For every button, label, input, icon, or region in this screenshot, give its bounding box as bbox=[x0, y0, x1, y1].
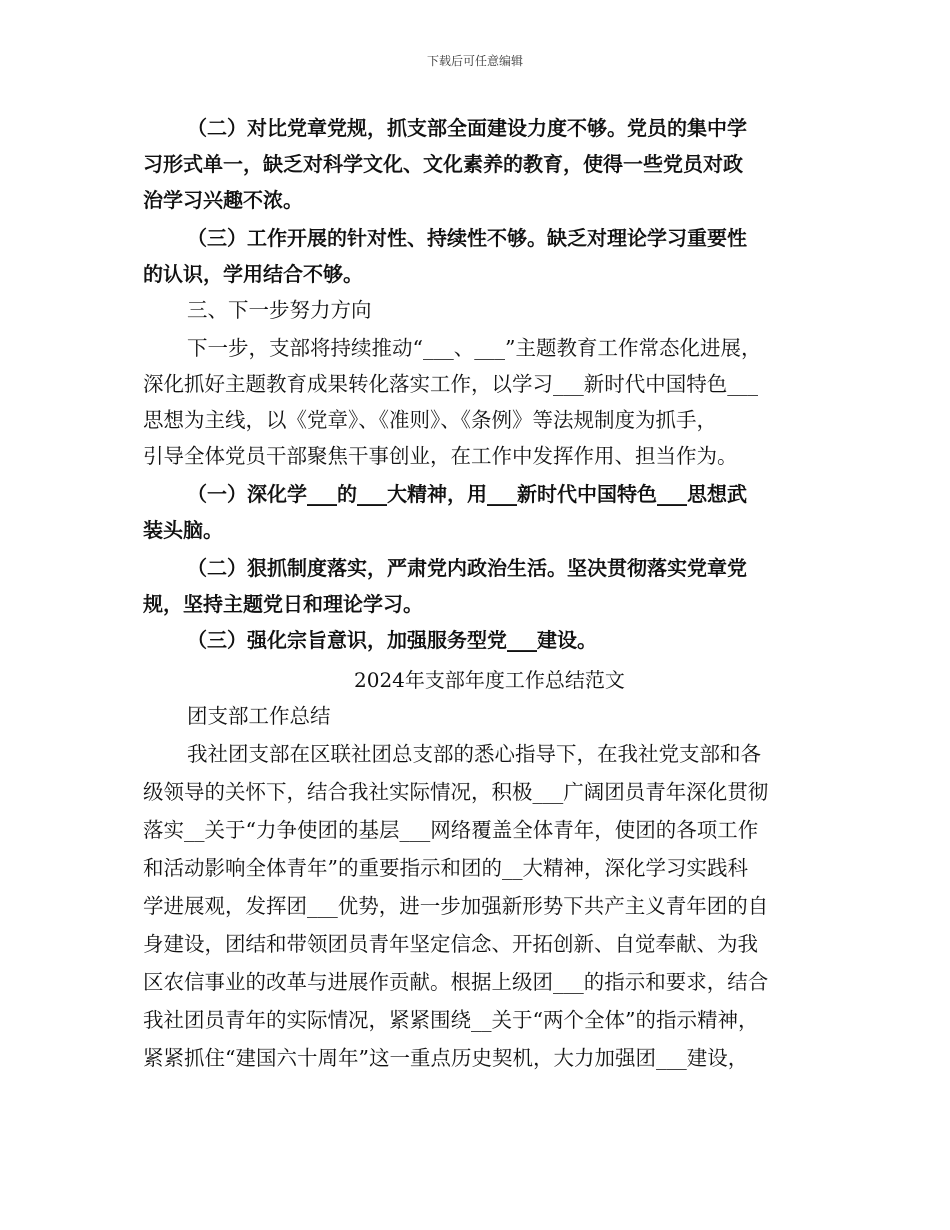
paragraph-line: 的认识，学用结合不够。 bbox=[143, 262, 363, 286]
document-title: 2024年支部年度工作总结范文 bbox=[354, 668, 625, 692]
paragraph-line: 我社团员青年的实际情况，紧紧围绕__关于“两个全体”的指示精神， bbox=[143, 1008, 759, 1032]
paragraph-line: 思想为主线，以《党章》、《准则》、《条例》等法规制度为抓手， bbox=[143, 408, 717, 432]
paragraph-line: 我社团支部在区联社团总支部的悉心指导下，在我社党支部和各 bbox=[187, 742, 761, 766]
paragraph-line: 区农信事业的改革与进展作贡献。根据上级团___的指示和要求，结合 bbox=[143, 970, 769, 994]
paragraph-line: 下一步，支部将持续推动“___、___”主题教育工作常态化进展， bbox=[187, 336, 762, 360]
paragraph-line: 落实__关于“力争使团的基层___网络覆盖全体青年，使团的各项工作 bbox=[143, 818, 759, 842]
paragraph-line: 习形式单一，缺乏对科学文化、文化素养的教育，使得一些党员对政 bbox=[143, 152, 743, 176]
header-note: 下载后可任意编辑 bbox=[426, 54, 523, 68]
paragraph-line: （一）深化学___的___大精神，用___新时代中国特色___思想武 bbox=[187, 482, 747, 506]
paragraph-line: （三）强化宗旨意识，加强服务型党___建设。 bbox=[187, 628, 597, 652]
paragraph-line: 规，坚持主题党日和理论学习。 bbox=[143, 592, 423, 616]
paragraph-line: 身建设，团结和带领团员青年坚定信念、开拓创新、自觉奉献、为我 bbox=[143, 932, 758, 956]
paragraph-line: 装头脑。 bbox=[143, 518, 223, 542]
paragraph-line: 引导全体党员干部聚焦干事创业，在工作中发挥作用、担当作为。 bbox=[143, 444, 738, 468]
paragraph-line: 治学习兴趣不浓。 bbox=[143, 188, 303, 212]
paragraph-line: （三）工作开展的针对性、持续性不够。缺乏对理论学习重要性 bbox=[187, 226, 747, 250]
paragraph-line: 学进展观，发挥团___优势，进一步加强新形势下共产主义青年团的自 bbox=[143, 894, 769, 918]
paragraph-line: 和活动影响全体青年”的重要指示和团的__大精神，深化学习实践科 bbox=[143, 856, 748, 880]
subtitle: 团支部工作总结 bbox=[187, 704, 331, 728]
paragraph-line: 深化抓好主题教育成果转化落实工作，以学习___新时代中国特色___ bbox=[143, 372, 758, 396]
paragraph-line: 紧紧抓住“建国六十周年”这一重点历史契机，大力加强团___建设， bbox=[143, 1046, 749, 1070]
paragraph-line: （二）对比党章党规，抓支部全面建设力度不够。党员的集中学 bbox=[187, 116, 747, 140]
paragraph-line: （二）狠抓制度落实，严肃党内政治生活。坚决贯彻落实党章党 bbox=[187, 556, 747, 580]
section-heading: 三、下一步努力方向 bbox=[187, 298, 372, 322]
paragraph-line: 级领导的关怀下，结合我社实际情况，积极___广阔团员青年深化贯彻 bbox=[143, 780, 769, 804]
